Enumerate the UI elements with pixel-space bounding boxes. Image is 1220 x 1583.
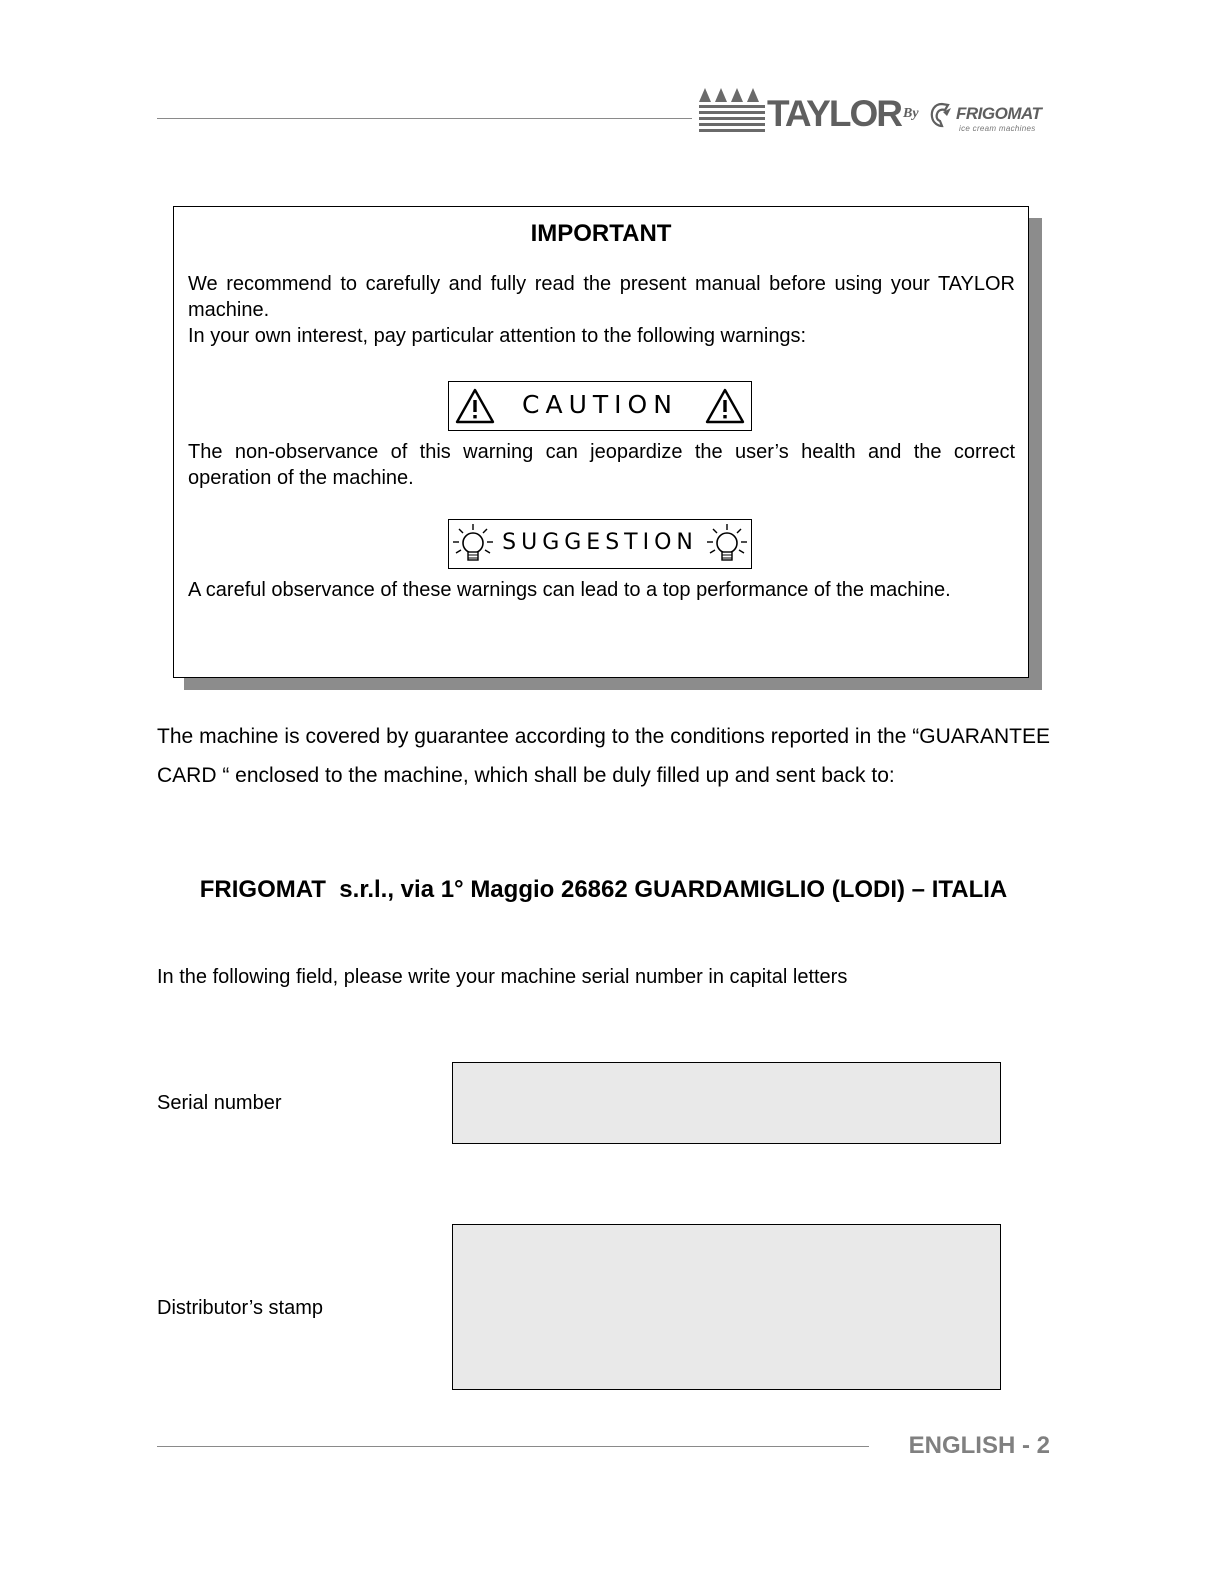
caution-text: The non-observance of this warning can jeopardize the user’s health and the correct operation of the machine. bbox=[188, 441, 1015, 489]
serial-number-label: Serial number bbox=[157, 1092, 282, 1114]
intro-line-1: We recommend to carefully and fully read the present manual before using your TAYLOR machine. bbox=[188, 273, 1015, 321]
logo-brand-text: TAYLOR bbox=[767, 93, 901, 134]
page-number: ENGLISH - 2 bbox=[908, 1432, 1050, 1459]
caution-label: CAUTION bbox=[522, 390, 678, 419]
important-box bbox=[173, 206, 1029, 678]
guarantee-paragraph: The machine is covered by guarantee according to the conditions reported in the “GUARANTEE CARD “ enclosed to the machine, which shall be duly filled up and sent back to: bbox=[157, 725, 1050, 787]
suggestion-text: A careful observance of these warnings can lead to a top performance of the machine. bbox=[188, 579, 951, 601]
intro-line-2: In your own interest, pay particular attention to the following warnings: bbox=[188, 325, 807, 347]
crown-logo-icon bbox=[697, 82, 767, 132]
frigomat-mark-icon bbox=[929, 102, 955, 128]
footer-rule bbox=[157, 1446, 869, 1447]
caution-badge bbox=[448, 381, 752, 431]
header-rule bbox=[157, 118, 692, 119]
logo-partner-text: FRIGOMAT bbox=[956, 104, 1042, 123]
warning-triangle-icon bbox=[705, 388, 745, 424]
serial-instruction: In the following field, please write your machine serial number in capital letters bbox=[157, 966, 848, 988]
important-intro bbox=[188, 271, 1015, 349]
logo-tagline: ice cream machines bbox=[959, 124, 1036, 133]
suggestion-badge bbox=[448, 519, 752, 569]
distributor-stamp-field[interactable] bbox=[452, 1224, 1001, 1390]
logo-by-text: By bbox=[903, 106, 919, 121]
lightbulb-icon bbox=[705, 523, 749, 567]
frigomat-address: FRIGOMAT s.r.l., via 1° Maggio 26862 GUARDAMIGLIO (LODI) – ITALIA bbox=[199, 876, 1008, 903]
serial-number-field[interactable] bbox=[452, 1062, 1001, 1144]
taylor-frigomat-logo bbox=[697, 82, 1062, 138]
distributor-stamp-label: Distributor’s stamp bbox=[157, 1297, 323, 1319]
suggestion-label: SUGGESTION bbox=[502, 530, 698, 555]
important-title: IMPORTANT bbox=[530, 220, 672, 247]
